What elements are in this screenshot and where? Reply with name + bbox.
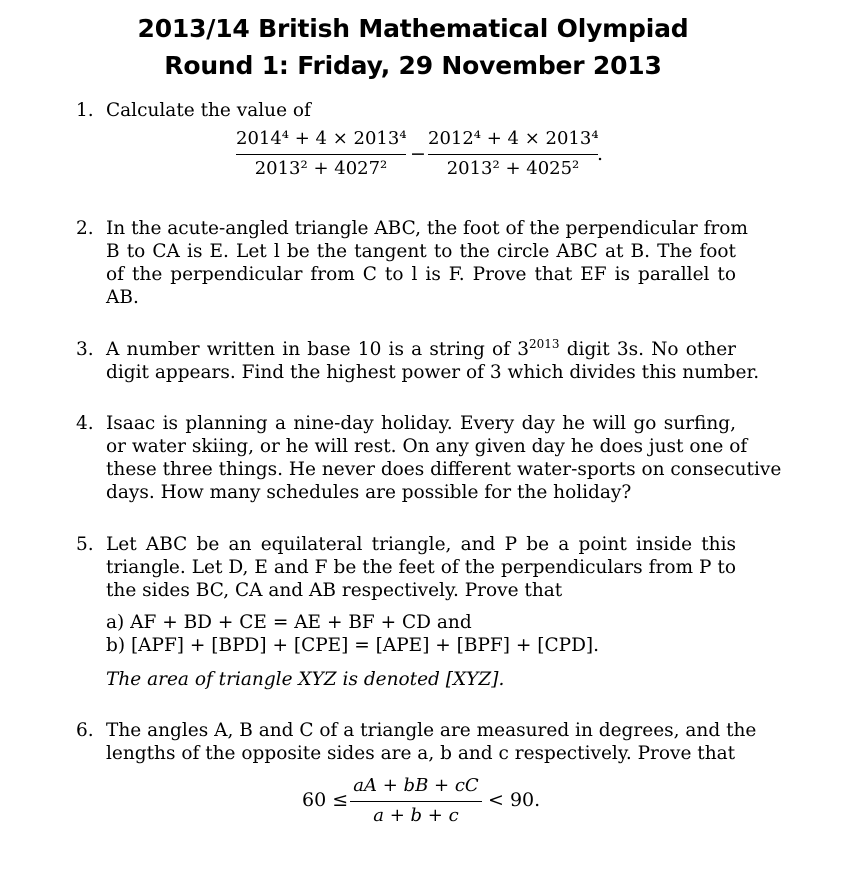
problem-3-text (106, 337, 760, 384)
problem-1-fraction-2 (428, 128, 598, 184)
problem-1-intro: Calculate the value of (106, 100, 311, 121)
problem-3-line-1: A number written in base 10 is a string of $3^{2013}$ digit 3s. No other (106, 337, 736, 360)
problem-5-note: The area of triangle XYZ is denoted [XYZ]. (106, 669, 505, 690)
problem-5-line-3: the sides BC, CA and AB respectively. Prove that (106, 580, 563, 601)
problem-6-line-1: The angles A, B and C of a triangle are measured in degrees, and the (106, 720, 757, 741)
problem-5-line-2: triangle. Let D, E and F be the feet of the perpendiculars from P to (106, 557, 736, 578)
problem-5-part-a: a) AF + BD + CE = AE + BF + CD and (106, 612, 472, 633)
problem-2-line-3: of the perpendicular from C to l is F. Prove that EF is parallel to (106, 264, 736, 285)
problem-2-line-4: AB. (106, 287, 139, 308)
problem-4-text (106, 412, 782, 504)
problem-4-line-2: or water skiing, or he will rest. On any given day he does just one of (106, 436, 748, 457)
problem-4-line-3: these three things. He never does different water-sports on consecutive (106, 459, 782, 480)
problem-4-line-4: days. How many schedules are possible for the holiday? (106, 482, 632, 503)
problem-6-left-bound: 60 ≤ (302, 789, 349, 811)
problem-5-text (106, 533, 736, 602)
problem-6-number: 6. (76, 720, 94, 741)
problem-6-numerator: aA + bB + cC (353, 775, 479, 796)
fraction-1-bar (236, 154, 406, 155)
problem-6-text (106, 719, 757, 765)
fraction-2-bar (428, 154, 598, 155)
problem-3-number: 3. (76, 339, 94, 360)
problem-3-line-2: digit appears. Find the highest power of 3 which divides this number. (106, 362, 760, 383)
fraction-2-numerator: 2012⁴ + 4 × 2013⁴ (428, 128, 599, 149)
problem-2-text (106, 217, 748, 309)
problem-5-number: 5. (76, 534, 94, 555)
problem-6-right-bound: < 90. (488, 789, 541, 811)
fraction-2-denominator: 2013² + 4025² (446, 158, 580, 179)
fraction-1-denominator: 2013² + 4027² (254, 158, 388, 179)
problem-6-denominator: a + b + c (373, 805, 459, 826)
problem-2-line-2: B to CA is E. Let l be the tangent to the circle ABC at B. The foot (106, 241, 736, 262)
title-line-2: Round 1: Friday, 29 November 2013 (164, 51, 662, 80)
problem-1-number: 1. (76, 100, 94, 121)
problem-1-fraction-1 (236, 128, 406, 184)
problem-2-line-1: In the acute-angled triangle ABC, the foot of the perpendicular from (106, 218, 748, 239)
problem-6-fraction-bar (350, 801, 482, 802)
problem-6-fraction (350, 775, 482, 827)
problem-1-period: . (597, 143, 604, 165)
problem-5-part-b: b) [APF] + [BPD] + [CPE] = [APE] + [BPF] + [CPD]. (106, 635, 599, 656)
problem-4-line-1: Isaac is planning a nine-day holiday. Every day he will go surfing, (106, 413, 736, 434)
problem-2-number: 2. (76, 218, 94, 239)
problem-1-minus: − (410, 143, 426, 165)
fraction-1-numerator: 2014⁴ + 4 × 2013⁴ (236, 128, 407, 149)
title-line-1: 2013/14 British Mathematical Olympiad (137, 14, 689, 43)
problem-6-line-2: lengths of the opposite sides are a, b and c respectively. Prove that (106, 743, 736, 764)
problem-5-line-1: Let ABC be an equilateral triangle, and P be a point inside this (106, 534, 736, 555)
problem-4-number: 4. (76, 413, 94, 434)
